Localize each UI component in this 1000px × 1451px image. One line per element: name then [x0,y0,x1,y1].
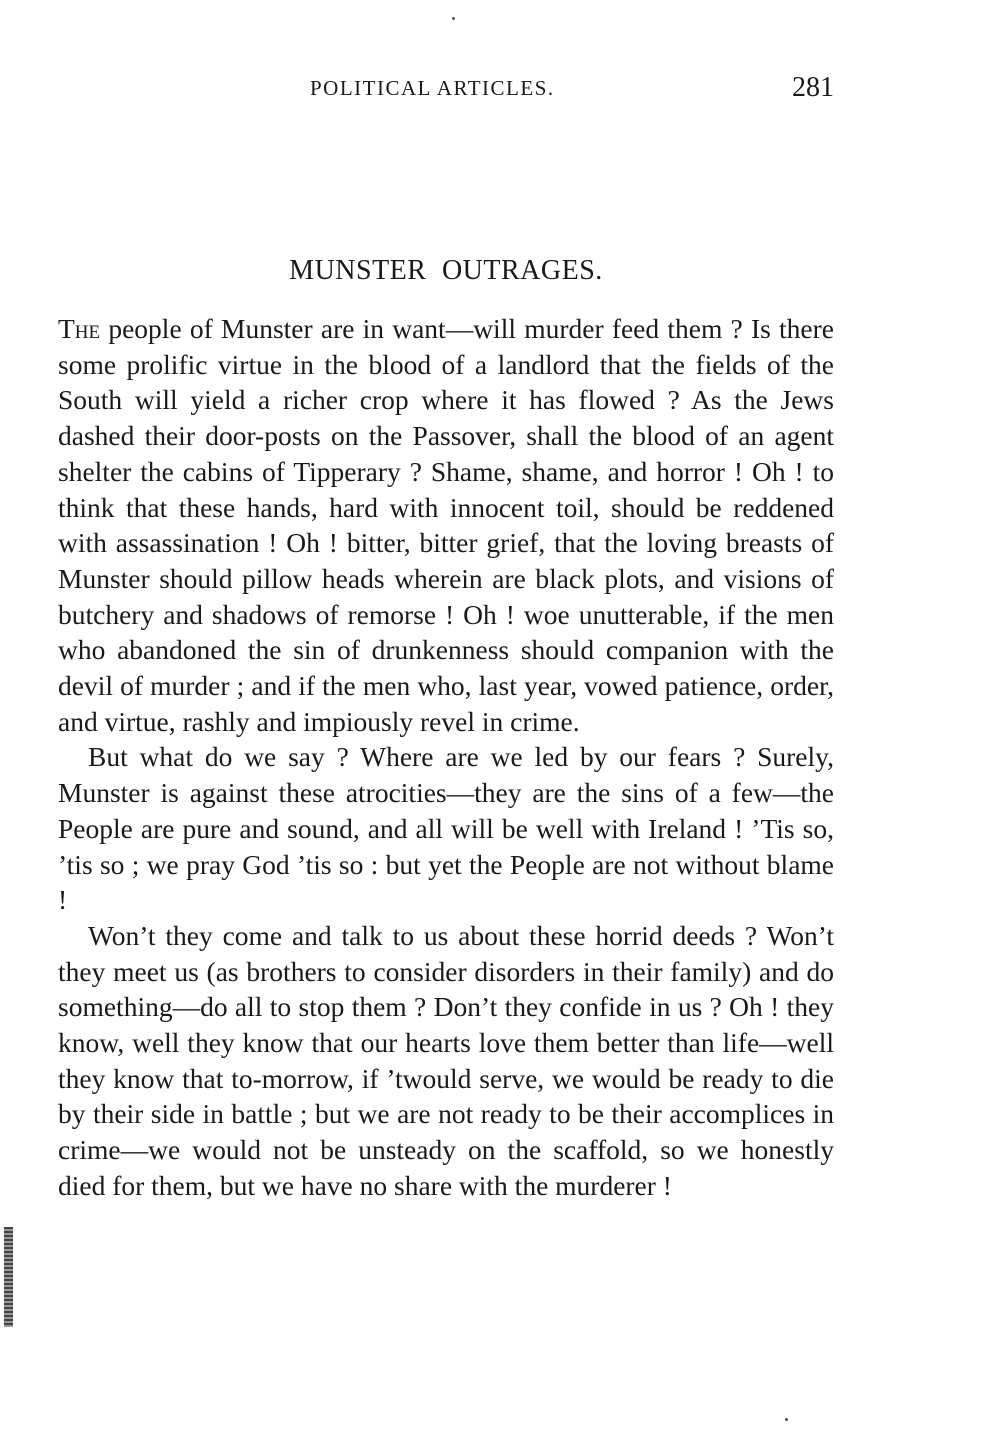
running-title: POLITICAL ARTICLES. [310,76,555,100]
paragraph-2: But what do we say ? Where are we led by our fears ? Surely, Munster is against these atrocities—they are the sins of a few—the People are pure and sound, and all will be well with Ireland ! ’Tis so, ’tis so ; we pray God ’tis so : but yet the People are not without blame ! [58,741,834,916]
paragraph-1 [58,311,834,739]
margin-scan-mark [4,1227,13,1327]
paragraph-3: Won’t they come and talk to us about these horrid deeds ? Won’t they meet us (as brothers to consider disorders in their family) and do something—do all to stop them ? Don’t they confide in us ? Oh ! they know, well they know that our hearts love them better than life—well they know that to-morrow, if ’twould serve, we would be ready to die by their side in battle ; but we are not ready to be their accomplices in crime—we would not be unsteady on the scaffold, so we honestly died for them, but we have no share with the murderer ! [58,919,834,1201]
scan-speck [785,1418,788,1421]
page-number: 281 [792,72,834,103]
book-page [58,0,834,1451]
running-head [58,72,834,106]
article-title: MUNSTER OUTRAGES. [289,255,603,286]
lead-word: The [58,313,101,344]
scan-speck [452,17,455,20]
article-body [58,311,834,1204]
paragraph-1-text: people of Munster are in want—will murder feed them ? Is there some prolific virtue in the blood of a landlord that the fields of the South will yield a richer crop where it has flowed ? As the Jews dashed their door-posts on the Passover, shall the blood of an agent shelter the cabins of Tipperary ? Shame, shame, and horror ! Oh ! to think that these hands, hard with innocent toil, should be reddened with assassination ! Oh ! bitter, bitter grief, that the loving breasts of Munster should pillow heads wherein are black plots, and visions of butchery and shadows of remorse ! Oh ! woe unutterable, if the men who abandoned the sin of drunkenness should companion with the devil of murder ; and if the men who, last year, vowed patience, order, and virtue, rashly and impiously revel in crime. [58,313,834,737]
